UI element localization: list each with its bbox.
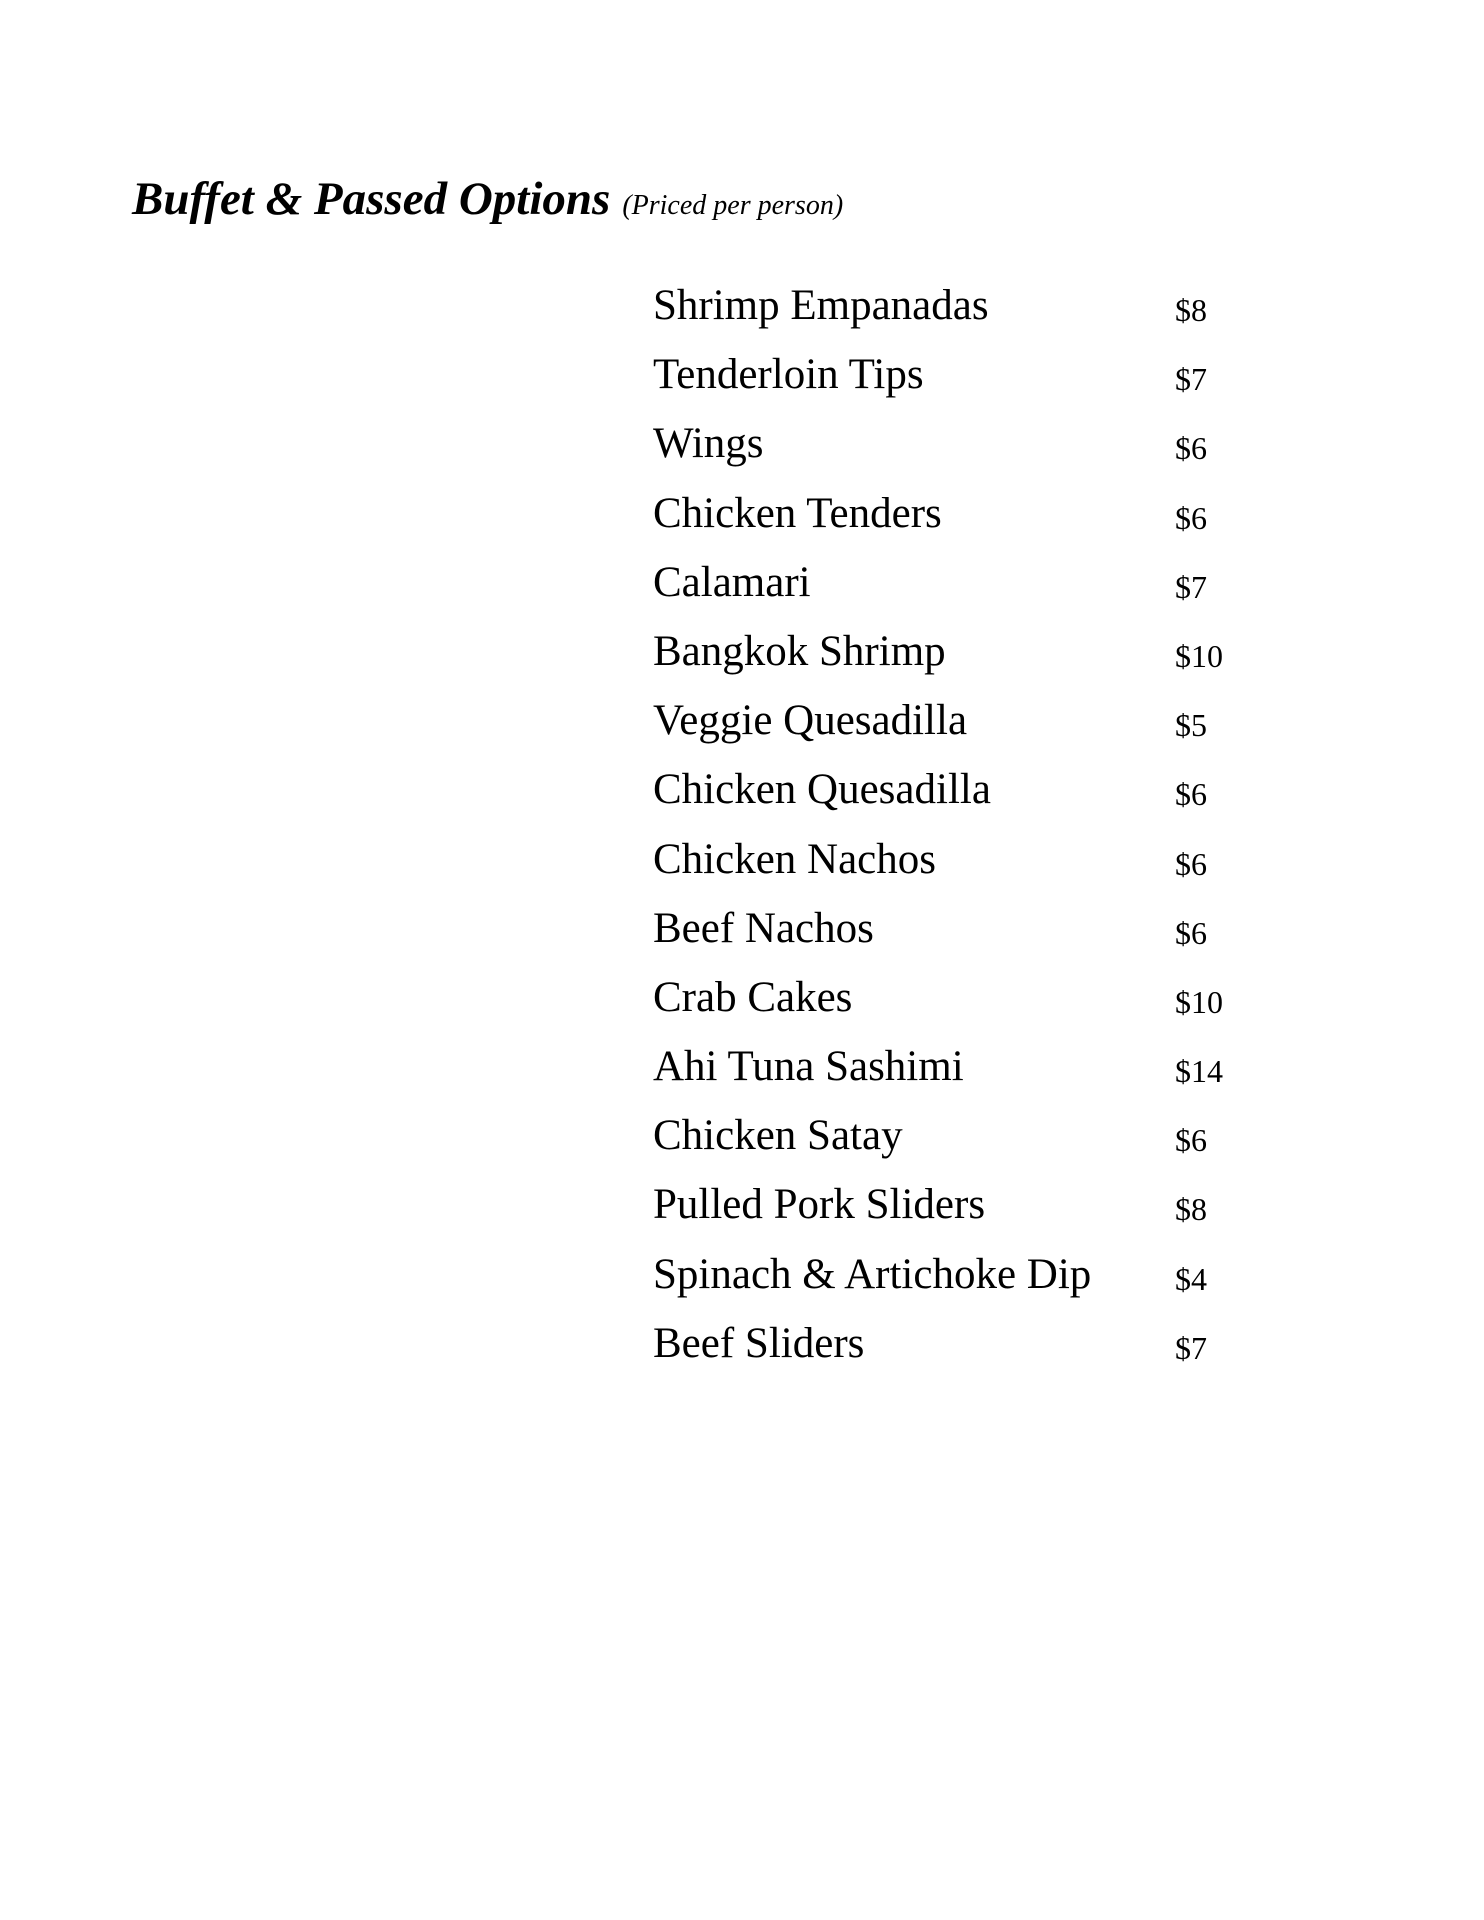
menu-item [653,555,1273,624]
item-price: $7 [1175,361,1207,398]
menu-list [653,278,1273,1385]
item-name: Spinach & Artichoke Dip [653,1250,1092,1298]
menu-item [653,624,1273,693]
item-name: Pulled Pork Sliders [653,1181,986,1229]
item-name: Ahi Tuna Sashimi [653,1043,964,1091]
item-price: $10 [1175,637,1223,674]
item-price: $5 [1175,707,1207,744]
item-price: $7 [1175,568,1207,605]
item-price: $4 [1175,1260,1207,1297]
item-price: $10 [1175,983,1223,1020]
item-name: Chicken Satay [653,1112,903,1160]
item-name: Veggie Quesadilla [653,697,968,745]
menu-item [653,762,1273,831]
item-name: Chicken Quesadilla [653,766,991,814]
menu-item [653,347,1273,416]
page-title: Buffet & Passed Options [132,173,611,225]
menu-item [653,693,1273,762]
pricing-note: (Priced per person) [622,190,844,221]
page-heading [132,172,843,226]
item-price: $6 [1175,499,1207,536]
item-price: $7 [1175,1329,1207,1366]
menu-item [653,1247,1273,1316]
item-name: Beef Nachos [653,904,874,952]
item-price: $14 [1175,1053,1223,1090]
item-price: $6 [1175,845,1207,882]
menu-item [653,1039,1273,1108]
item-name: Calamari [653,558,811,606]
item-price: $6 [1175,914,1207,951]
item-name: Tenderloin Tips [653,351,924,399]
item-price: $6 [1175,430,1207,467]
menu-item [653,1316,1273,1385]
item-name: Shrimp Empanadas [653,282,989,329]
menu-item [653,1177,1273,1246]
menu-item [653,278,1273,347]
item-price: $8 [1175,292,1207,328]
menu-item [653,832,1273,901]
menu-item [653,1108,1273,1177]
menu-item [653,901,1273,970]
item-name: Beef Sliders [653,1319,865,1367]
menu-item [653,486,1273,555]
item-price: $6 [1175,1122,1207,1159]
item-name: Chicken Nachos [653,835,937,883]
menu-item [653,970,1273,1039]
menu-item [653,416,1273,485]
item-name: Crab Cakes [653,973,853,1021]
item-name: Wings [653,420,764,468]
item-name: Chicken Tenders [653,489,942,537]
item-price: $8 [1175,1191,1207,1228]
item-price: $6 [1175,776,1207,813]
item-name: Bangkok Shrimp [653,627,946,675]
